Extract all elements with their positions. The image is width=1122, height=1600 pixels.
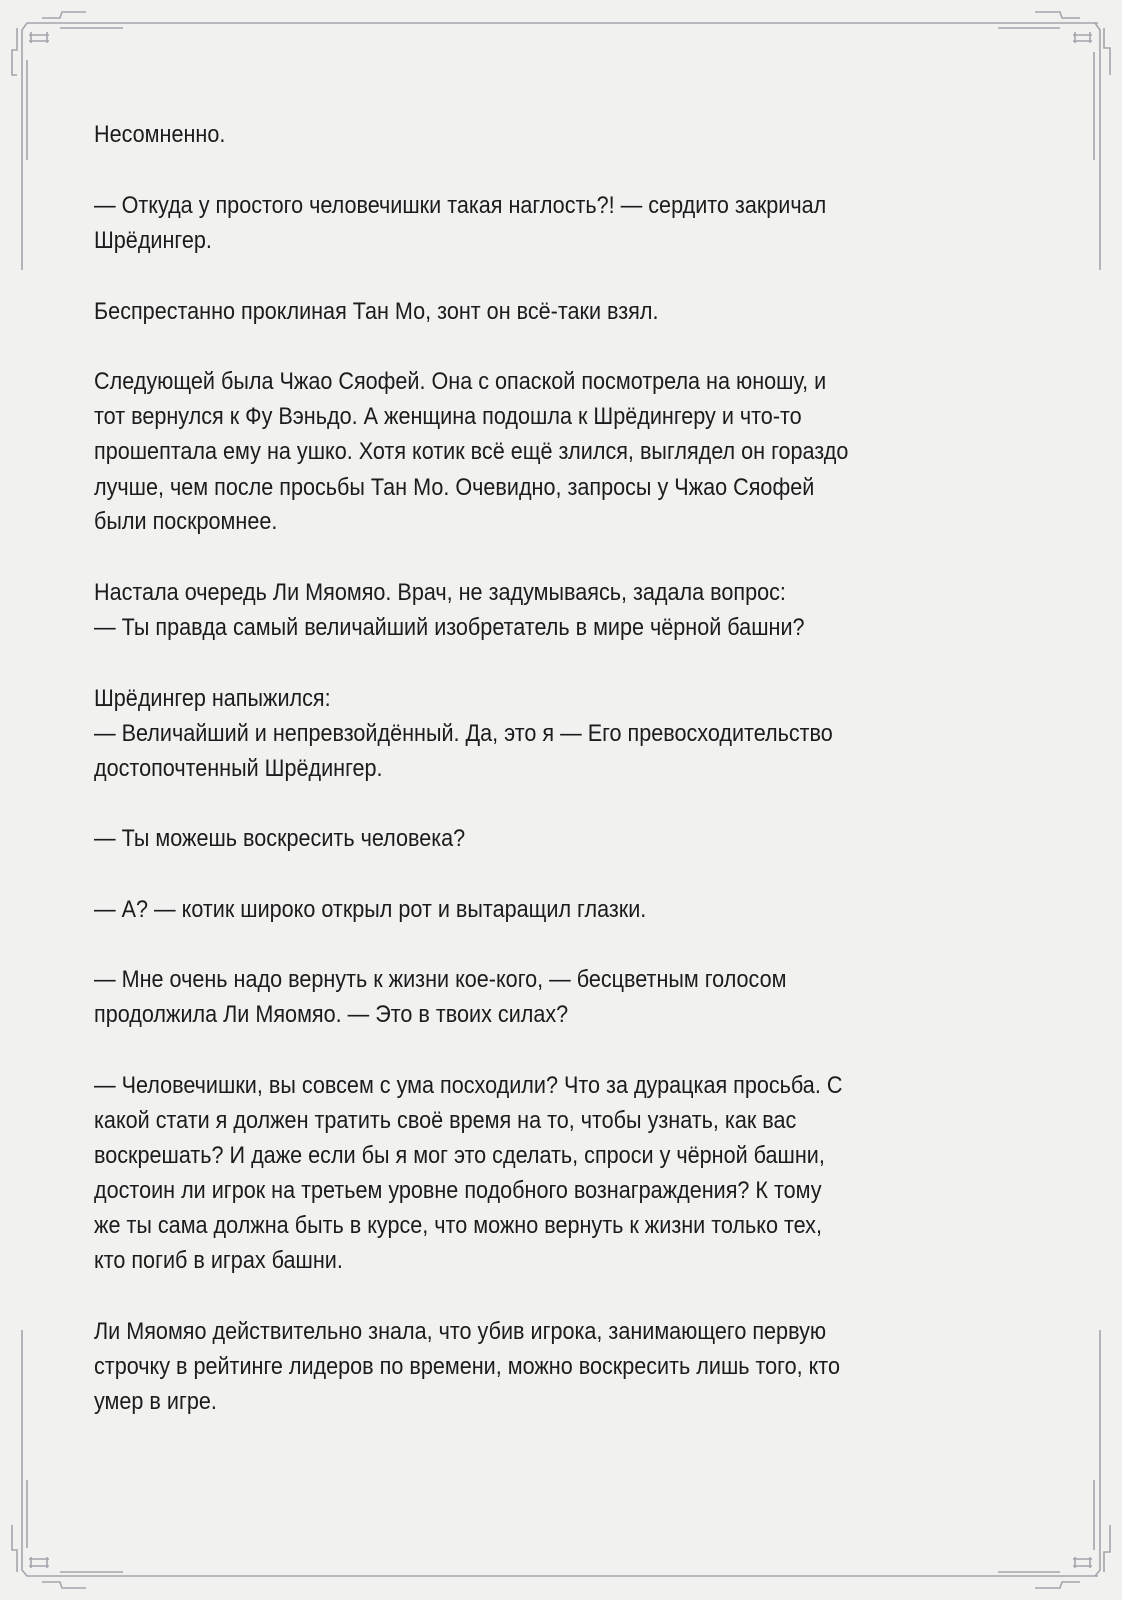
text-line: умер в игре.: [94, 1388, 217, 1415]
corner-ornament-top-right: [998, 12, 1110, 270]
text-line: — Мне очень надо вернуть к жизни кое-кого, — бесцветным голосом: [94, 966, 787, 993]
text-line: же ты сама должна быть в курсе, что можно вернуть к жизни только тех,: [94, 1212, 822, 1239]
text-line: — Величайший и непревзойдённый. Да, это я — Его превосходительство: [94, 720, 833, 747]
text-line: Шрёдингер напыжился:: [94, 685, 331, 712]
text-line: Несомненно.: [94, 121, 226, 148]
text-line: лучше, чем после просьбы Тан Мо. Очевидно, запросы у Чжао Сяофей: [94, 474, 815, 501]
text-line: — Человечишки, вы совсем с ума посходили? Что за дурацкая просьба. С: [94, 1072, 843, 1099]
text-line: кто погиб в играх башни.: [94, 1247, 343, 1274]
text-line: тот вернулся к Фу Вэньдо. А женщина подошла к Шрёдингеру и что-то: [94, 403, 802, 430]
text-line: достопочтенный Шрёдингер.: [94, 755, 383, 782]
text-line: Беспрестанно проклиная Тан Мо, зонт он всё-таки взял.: [94, 298, 659, 325]
text-line: строчку в рейтинге лидеров по времени, можно воскресить лишь того, кто: [94, 1353, 840, 1380]
text-line: Настала очередь Ли Мяомяо. Врач, не задумываясь, задала вопрос:: [94, 579, 786, 606]
text-line: какой стати я должен тратить своё время на то, чтобы узнать, как вас: [94, 1107, 797, 1134]
text-line: прошептала ему на ушко. Хотя котик всё ещё злился, выглядел он гораздо: [94, 438, 849, 465]
text-line: Ли Мяомяо действительно знала, что убив игрока, занимающего первую: [94, 1318, 827, 1345]
text-line: Следующей была Чжао Сяофей. Она с опаской посмотрела на юношу, и: [94, 368, 827, 395]
text-line: достоин ли игрок на третьем уровне подобного вознаграждения? К тому: [94, 1177, 822, 1204]
corner-ornament-bottom-right: [998, 1330, 1110, 1588]
text-line: — Ты можешь воскресить человека?: [94, 825, 466, 852]
text-line: воскрешать? И даже если бы я мог это сделать, спроси у чёрной башни,: [94, 1142, 825, 1169]
text-line: — Откуда у простого человечишки такая наглость?! — сердито закричал: [94, 192, 827, 219]
text-line: были поскромнее.: [94, 508, 278, 535]
text-line: продолжила Ли Мяомяо. — Это в твоих силах?: [94, 1001, 569, 1028]
text-line: — Ты правда самый величайший изобретатель в мире чёрной башни?: [94, 614, 805, 641]
text-line: Шрёдингер.: [94, 227, 212, 254]
text-line: — А? — котик широко открыл рот и вытаращил глазки.: [94, 896, 647, 923]
